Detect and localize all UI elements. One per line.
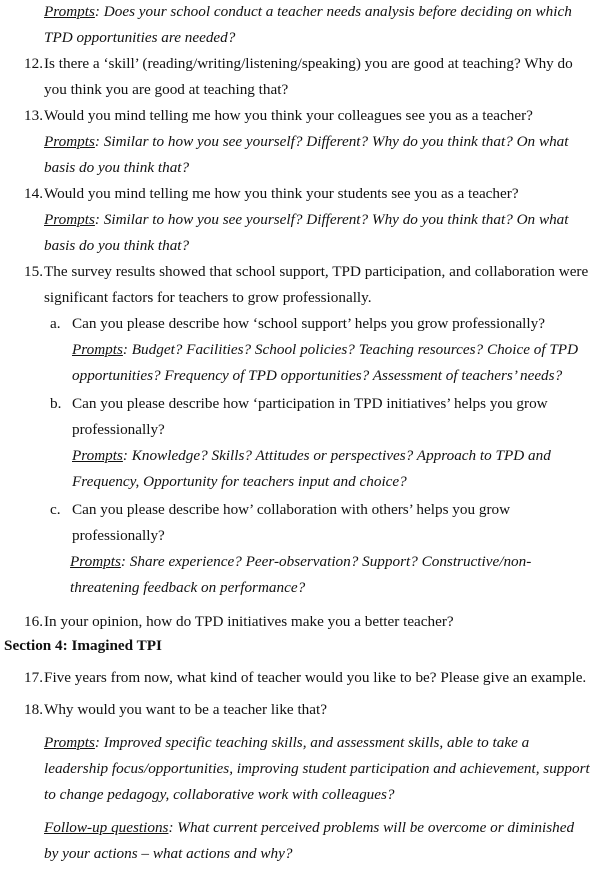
q15b-letter: b. [50,395,62,412]
q13-prompts-line-2: basis do you think that? [44,159,190,176]
q15c-letter: c. [50,501,61,518]
q13-prompts-line-1: Prompts: Similar to how you see yourself? Different? Why do you think that? On what [44,133,569,150]
q15c-text-line-1: Can you please describe how’ collaboration with others’ helps you grow [72,501,511,518]
q13-number: 13. [24,107,43,124]
prompts-label: Prompts [44,3,95,20]
q11-prompts-line-2: TPD opportunities are needed? [44,29,236,46]
q15c-prompts-line-1: Prompts: Share experience? Peer-observation? Support? Constructive/non- [70,553,532,570]
q15a-letter: a. [50,315,61,332]
prompts-label: Prompts [70,553,121,570]
q12-text-line-1: Is there a ‘skill’ (reading/writing/listening/speaking) you are good at teaching? Why do [44,55,573,72]
q15b-prompts-line-2: Frequency, Opportunity for teachers input and choice? [72,473,407,490]
q18-followup-line-2: by your actions – what actions and why? [44,845,293,862]
q15c-text-line-2: professionally? [72,527,165,544]
q12-text-line-2: you think you are good at teaching that? [44,81,289,98]
q15-number: 15. [24,263,43,280]
q15a-text-line-1: Can you please describe how ‘school support’ helps you grow professionally? [72,315,545,332]
q15-text-line-1: The survey results showed that school support, TPD participation, and collaboration were [44,263,589,280]
q12-number: 12. [24,55,43,72]
q11-prompts-line-1: Prompts: Does your school conduct a teacher needs analysis before deciding on which [44,3,572,20]
prompts-label: Prompts [44,211,95,228]
q16-number: 16. [24,613,43,630]
q18-prompts-line-1: Prompts: Improved specific teaching skills, and assessment skills, able to take a [44,734,530,751]
q18-number: 18. [24,701,43,718]
prompts-label: Prompts [44,734,95,751]
q18-prompts-line-3: to change pedagogy, collaborative work with colleagues? [44,786,395,803]
q14-number: 14. [24,185,43,202]
prompts-label: Prompts [72,341,123,358]
q17-number: 17. [24,669,43,686]
q15b-prompts-line-1: Prompts: Knowledge? Skills? Attitudes or perspectives? Approach to TPD and [72,447,551,464]
q14-prompts-line-2: basis do you think that? [44,237,190,254]
q15b-text-line-2: professionally? [72,421,165,438]
followup-label: Follow-up questions [44,819,169,836]
q14-prompts-line-1: Prompts: Similar to how you see yourself? Different? Why do you think that? On what [44,211,569,228]
section-4-heading: Section 4: Imagined TPI [4,637,162,654]
q18-text-line-1: Why would you want to be a teacher like that? [44,701,327,718]
prompts-label: Prompts [44,133,95,150]
q15a-prompts-line-2: opportunities? Frequency of TPD opportunities? Assessment of teachers’ needs? [72,367,563,384]
q18-prompts-line-2: leadership focus/opportunities, improving student participation and achievement, support [44,760,590,777]
q15-text-line-2: significant factors for teachers to grow professionally. [44,289,372,306]
q14-text-line-1: Would you mind telling me how you think your students see you as a teacher? [44,185,519,202]
prompts-label: Prompts [72,447,123,464]
q15a-prompts-line-1: Prompts: Budget? Facilities? School policies? Teaching resources? Choice of TPD [72,341,579,358]
q16-text-line-1: In your opinion, how do TPD initiatives make you a better teacher? [44,613,454,630]
q18-followup-line-1: Follow-up questions: What current perceived problems will be overcome or diminished [44,819,575,836]
q13-text-line-1: Would you mind telling me how you think your colleagues see you as a teacher? [44,107,533,124]
q15b-text-line-1: Can you please describe how ‘participation in TPD initiatives’ helps you grow [72,395,548,412]
q17-text-line-1: Five years from now, what kind of teacher would you like to be? Please give an example. [44,669,587,686]
q15c-prompts-line-2: threatening feedback on performance? [70,579,306,596]
